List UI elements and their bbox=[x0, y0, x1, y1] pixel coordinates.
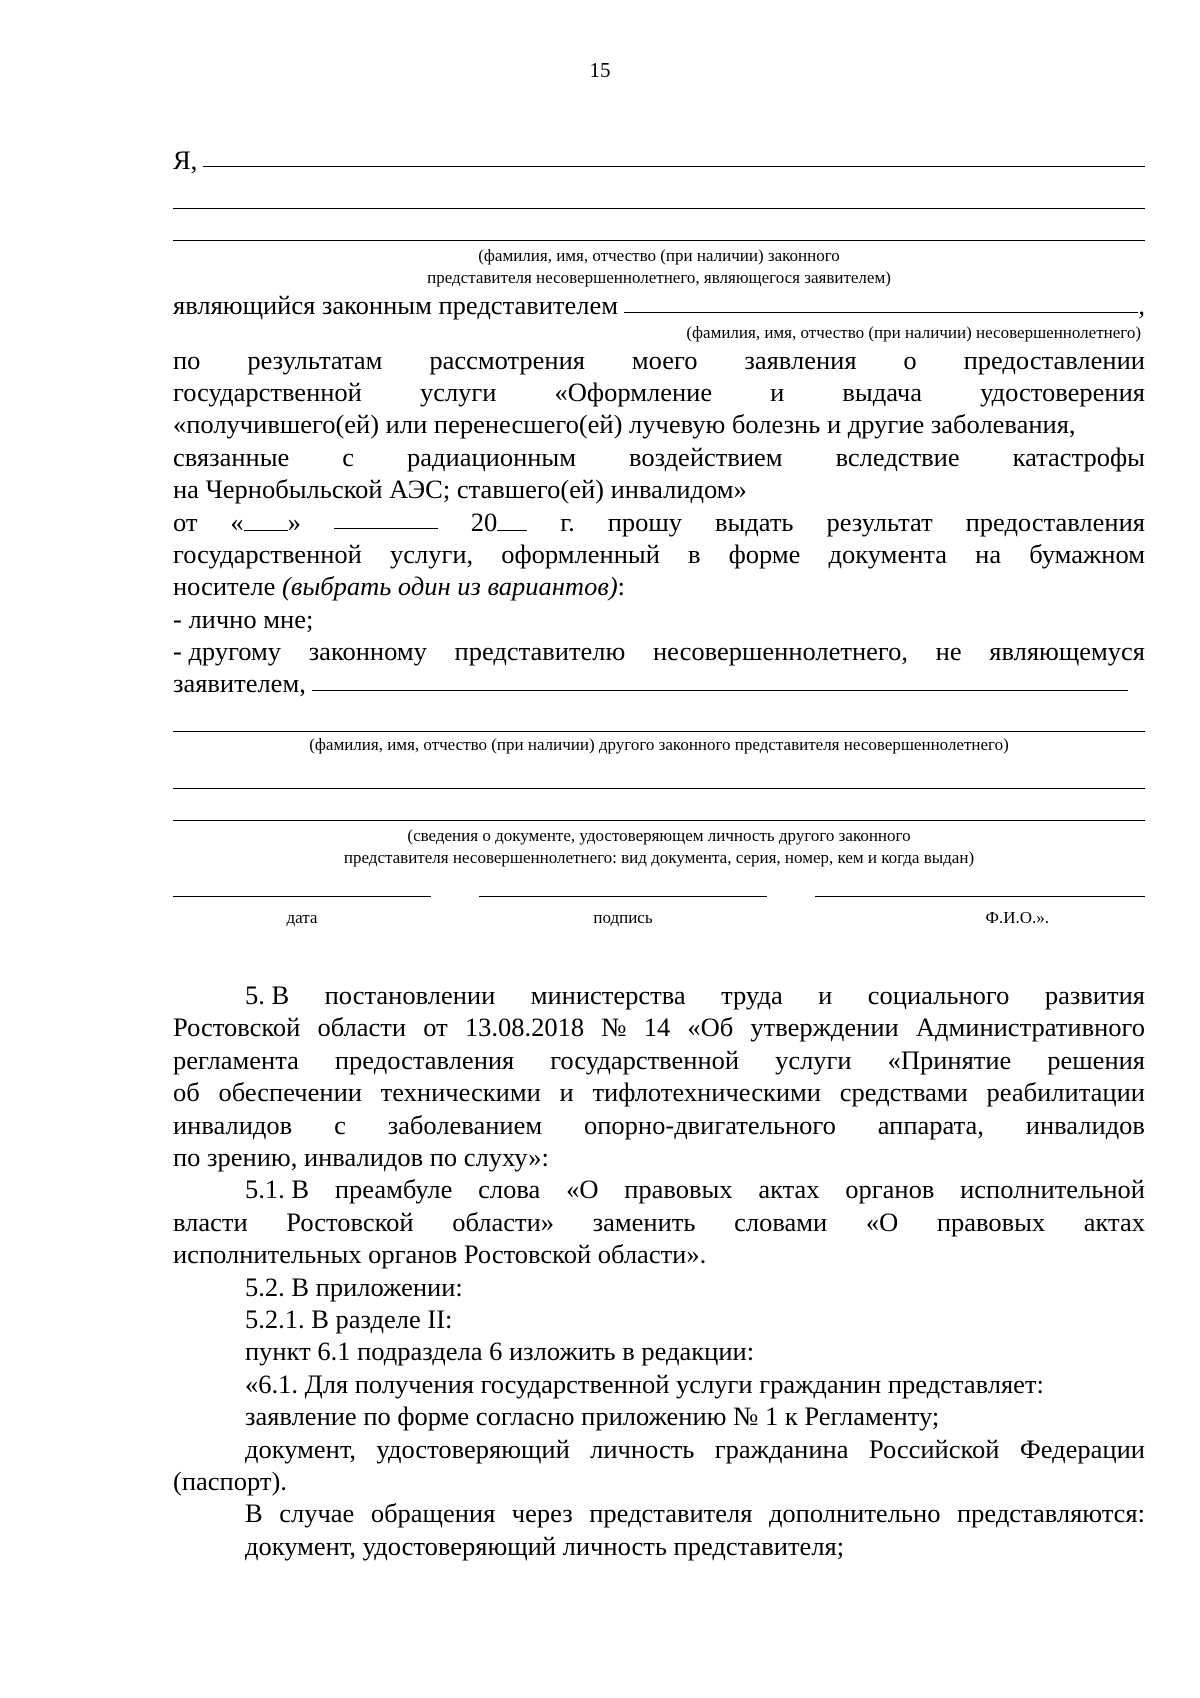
date-year-field[interactable] bbox=[497, 508, 527, 531]
s5-line3 bbox=[173, 1044, 1145, 1076]
word: государственной bbox=[173, 538, 362, 569]
signature-row bbox=[173, 895, 1145, 929]
option-other-rep bbox=[173, 635, 1145, 667]
word: гражданина bbox=[714, 1433, 849, 1464]
date-word-2: прошу bbox=[607, 506, 683, 537]
word: реабилитации bbox=[986, 1077, 1145, 1108]
doc-caption-1: (сведения о документе, удостоверяющем личность другого законного bbox=[407, 826, 911, 846]
applicant-name-line bbox=[173, 144, 1145, 176]
fio-label: Ф.И.О.». bbox=[985, 908, 1049, 928]
word: «Оформление bbox=[554, 376, 713, 407]
word: от bbox=[423, 1012, 448, 1043]
word: несовершеннолетнего, bbox=[653, 636, 909, 667]
para1-line5: на Чернобыльской АЭС; ставшего(ей) инвалидом» bbox=[173, 474, 747, 505]
word: являющемуся bbox=[989, 636, 1145, 667]
word: бумажном bbox=[1029, 538, 1145, 569]
zayavitelem-label: заявителем, bbox=[173, 668, 306, 699]
option-personal: - лично мне; bbox=[173, 603, 314, 634]
word: органов bbox=[845, 1174, 935, 1205]
word: форме bbox=[728, 538, 801, 569]
word: в bbox=[688, 538, 701, 569]
word: актах bbox=[758, 1174, 820, 1205]
word: правовых bbox=[624, 1174, 733, 1205]
word: представляются: bbox=[956, 1498, 1145, 1529]
date-sign-label: дата bbox=[286, 908, 318, 928]
signature-field[interactable] bbox=[479, 895, 767, 897]
minor-name-caption: (фамилия, имя, отчество (при наличии) несовершеннолетнего) bbox=[686, 322, 1141, 342]
word: вследствие bbox=[835, 441, 960, 472]
other-rep-caption: (фамилия, имя, отчество (при наличии) другого законного представителя несовершеннолетнего) bbox=[309, 735, 1009, 755]
s51-line1 bbox=[173, 1173, 1145, 1205]
applicant-name-line-2[interactable] bbox=[173, 176, 1145, 208]
para2-line2 bbox=[173, 538, 1145, 570]
other-rep-line bbox=[173, 667, 1128, 699]
date-word-4: результат bbox=[826, 506, 933, 537]
word: на bbox=[975, 538, 1002, 569]
word: удостоверяющий bbox=[376, 1433, 570, 1464]
doc-caption-2: представителя несовершеннолетнего: вид документа, серия, номер, кем и когда выдан) bbox=[343, 848, 975, 868]
applicant-name-caption-1: (фамилия, имя, отчество (при наличии) законного bbox=[478, 246, 840, 266]
word: дополнительно bbox=[768, 1498, 941, 1529]
word: опорно-двигательного bbox=[584, 1109, 836, 1140]
date-word-5: предоставления bbox=[965, 506, 1145, 537]
word: услуги bbox=[775, 1044, 852, 1075]
word: № bbox=[601, 1012, 627, 1043]
date-year-prefix: 20 bbox=[470, 506, 498, 537]
word: государственной bbox=[550, 1044, 740, 1075]
word: регламента bbox=[173, 1044, 299, 1075]
word: обеспечении bbox=[218, 1077, 362, 1108]
word: социального bbox=[867, 980, 1010, 1011]
s5-line1 bbox=[173, 979, 1145, 1011]
para1-line4 bbox=[173, 441, 1145, 473]
word: правовых bbox=[936, 1206, 1046, 1237]
word: заболеванием bbox=[387, 1109, 543, 1140]
word: удостоверения bbox=[980, 376, 1145, 407]
nositel-text: носителе bbox=[173, 571, 282, 602]
s5-line6: по зрению, инвалидов по слуху»: bbox=[173, 1141, 549, 1172]
word: 14 bbox=[643, 1012, 671, 1043]
word: утверждении bbox=[750, 1012, 899, 1043]
date-day-group bbox=[230, 506, 301, 538]
doc-line1 bbox=[173, 1433, 1145, 1465]
word: 5.1. В bbox=[245, 1174, 310, 1205]
s5-line4 bbox=[173, 1076, 1145, 1108]
word: катастрофы bbox=[1012, 441, 1145, 472]
word: документа bbox=[828, 538, 948, 569]
date-word-3: выдать bbox=[714, 506, 794, 537]
word: представителю bbox=[454, 636, 626, 667]
quote-close: » bbox=[287, 506, 301, 537]
s521: 5.2.1. В разделе II: bbox=[245, 1303, 453, 1334]
word: Федерации bbox=[1019, 1433, 1145, 1464]
rep-case-line bbox=[173, 1497, 1145, 1529]
word: исполнительной bbox=[960, 1174, 1145, 1205]
word: представителя bbox=[589, 1498, 753, 1529]
other-rep-name-field[interactable] bbox=[312, 667, 1128, 690]
word: о bbox=[903, 344, 917, 375]
word: инвалидов bbox=[173, 1109, 293, 1140]
word: связанные bbox=[173, 441, 290, 472]
s5-line2 bbox=[173, 1011, 1145, 1043]
date-line bbox=[173, 506, 1145, 538]
word: радиационным bbox=[407, 441, 577, 472]
word: Российской bbox=[868, 1433, 1000, 1464]
rep-doc-line: документ, удостоверяющий личность представителя; bbox=[245, 1530, 845, 1561]
s5-line5 bbox=[173, 1109, 1145, 1141]
fio-block bbox=[815, 895, 1145, 929]
word: 13.08.2018 bbox=[464, 1012, 585, 1043]
word: постановлении bbox=[324, 980, 496, 1011]
word: об bbox=[173, 1077, 200, 1108]
date-year-group bbox=[471, 506, 528, 538]
word: «О bbox=[566, 1174, 599, 1205]
word: инвалидов bbox=[1025, 1109, 1145, 1140]
signature-block bbox=[479, 895, 767, 929]
word: «Об bbox=[687, 1012, 734, 1043]
s51-line2 bbox=[173, 1206, 1145, 1238]
word: средствами bbox=[839, 1077, 968, 1108]
word: услуги, bbox=[389, 538, 474, 569]
comma: , bbox=[1138, 290, 1145, 321]
colon: : bbox=[617, 571, 626, 602]
word: труда bbox=[721, 980, 783, 1011]
word: рассмотрения bbox=[429, 344, 585, 375]
word: «Принятие bbox=[887, 1044, 1012, 1075]
word: области bbox=[317, 1012, 407, 1043]
word: техническими bbox=[380, 1077, 541, 1108]
word: Ростовской bbox=[173, 1012, 301, 1043]
word: государственной bbox=[173, 376, 362, 407]
word: случае bbox=[279, 1498, 355, 1529]
word: Ростовской bbox=[286, 1206, 414, 1237]
word: области» bbox=[452, 1206, 555, 1237]
word: результатам bbox=[247, 344, 383, 375]
word: преамбуле bbox=[334, 1174, 453, 1205]
word: с bbox=[334, 1109, 346, 1140]
word: «О bbox=[865, 1206, 899, 1237]
word: министерства bbox=[530, 980, 686, 1011]
word: через bbox=[511, 1498, 573, 1529]
word: В bbox=[245, 1498, 263, 1529]
word: и bbox=[818, 980, 833, 1011]
word: предоставлении bbox=[963, 344, 1145, 375]
word: выдача bbox=[842, 376, 922, 407]
other-rep-doc-line-2[interactable] bbox=[173, 789, 1145, 821]
word: актах bbox=[1083, 1206, 1145, 1237]
word: тифлотехническими bbox=[592, 1077, 821, 1108]
word: решения bbox=[1047, 1044, 1145, 1075]
representative-label: являющийся законным представителем bbox=[173, 290, 619, 321]
p61-intro: пункт 6.1 подраздела 6 изложить в редакции: bbox=[245, 1336, 755, 1367]
date-ot: от bbox=[173, 506, 198, 537]
representative-line bbox=[173, 289, 1145, 321]
form-section bbox=[173, 144, 1145, 1562]
s51-line3: исполнительных органов Ростовской области». bbox=[173, 1239, 707, 1270]
word: личность bbox=[590, 1433, 695, 1464]
doc-line2: (паспорт). bbox=[173, 1465, 287, 1496]
minor-name-field[interactable] bbox=[624, 289, 1138, 312]
ya-label: Я, bbox=[173, 145, 198, 175]
signature-label: подпись bbox=[593, 908, 653, 928]
word: заменить bbox=[592, 1206, 696, 1237]
word: Административного bbox=[915, 1012, 1145, 1043]
page-number: 15 bbox=[589, 58, 611, 82]
word: - другому bbox=[173, 636, 282, 667]
quote-open: « bbox=[230, 506, 244, 537]
word: аппарата, bbox=[877, 1109, 984, 1140]
word: заявления bbox=[744, 344, 857, 375]
word: по bbox=[173, 344, 201, 375]
word: моего bbox=[631, 344, 698, 375]
word: 5. В bbox=[245, 980, 290, 1011]
section-spacer bbox=[173, 929, 1145, 979]
word: и bbox=[559, 1077, 574, 1108]
para1-line3: «получившего(ей) или перенесшего(ей) лучевую болезнь и другие заболевания, bbox=[173, 409, 1076, 440]
para1-line2 bbox=[173, 376, 1145, 408]
date-sign-field[interactable] bbox=[173, 895, 431, 897]
word: власти bbox=[173, 1206, 248, 1237]
choose-option-note: (выбрать один из вариантов) bbox=[282, 571, 618, 602]
date-month-field[interactable] bbox=[334, 506, 438, 529]
applicant-name-field[interactable] bbox=[203, 144, 1145, 167]
word: не bbox=[935, 636, 962, 667]
other-rep-name-line-2[interactable] bbox=[173, 700, 1145, 732]
word: предоставления bbox=[334, 1044, 515, 1075]
applicant-name-caption-2: представителя несовершеннолетнего, являющегося заявителем) bbox=[427, 268, 891, 288]
s52: 5.2. В приложении: bbox=[245, 1271, 463, 1302]
word: воздействием bbox=[629, 441, 783, 472]
applicant-name-line-3[interactable] bbox=[173, 209, 1145, 241]
word: с bbox=[342, 441, 355, 472]
word: и bbox=[770, 376, 785, 407]
para2-line3 bbox=[173, 570, 1145, 602]
word: услуги bbox=[419, 376, 497, 407]
word: словами bbox=[734, 1206, 828, 1237]
fio-field[interactable] bbox=[815, 895, 1145, 897]
date-word-1: г. bbox=[560, 506, 575, 537]
date-day-field[interactable] bbox=[244, 508, 288, 531]
word: развития bbox=[1044, 980, 1145, 1011]
other-rep-doc-line-1[interactable] bbox=[173, 756, 1145, 788]
word: оформленный bbox=[501, 538, 660, 569]
para1-line1 bbox=[173, 344, 1145, 376]
word: документ, bbox=[245, 1433, 357, 1464]
word: слова bbox=[478, 1174, 541, 1205]
application-item: заявление по форме согласно приложению № 1 к Регламенту; bbox=[245, 1401, 940, 1432]
word: законному bbox=[308, 636, 427, 667]
p61: «6.1. Для получения государственной услуги гражданин представляет: bbox=[245, 1368, 1044, 1399]
word: обращения bbox=[370, 1498, 496, 1529]
date-signature-block bbox=[173, 895, 431, 929]
